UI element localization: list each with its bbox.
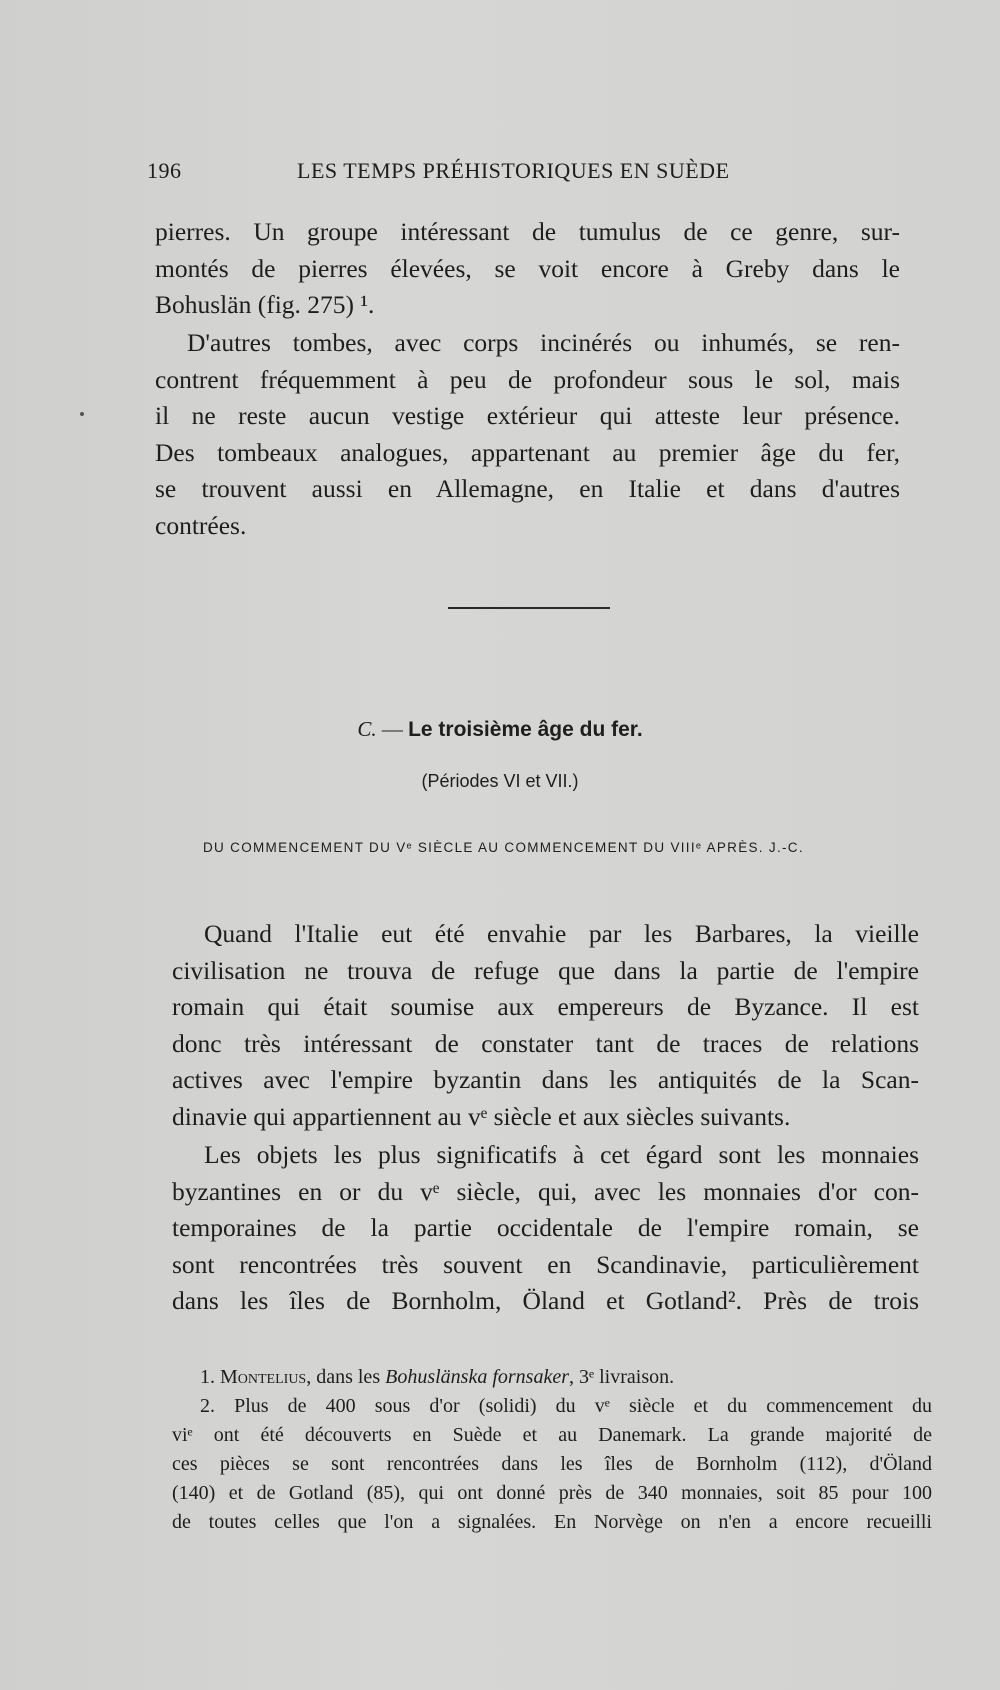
section-label: C. [357,717,377,741]
text-line: D'autres tombes, avec corps incinérés ou inhumés, se ren- [187,328,900,357]
section-heading [0,717,1000,742]
section-dates: DU COMMENCEMENT DU Vᵉ SIÈCLE AU COMMENCEMENT DU VIIIᵉ APRÈS. J.-C. [203,840,804,855]
text-line: contrent fréquemment à peu de profondeur sous le sol, mais [155,364,900,394]
section-title: Le troisième âge du fer. [408,718,643,741]
text-line: byzantines en or du vᵉ siècle, qui, avec les monnaies d'or con- [172,1176,919,1206]
text-line: Les objets les plus significatifs à cet égard sont les monnaies [204,1140,919,1169]
text-line: Bohuslän (fig. 275) ¹. [155,290,375,319]
text-line: pierres. Un groupe intéressant de tumulus de ce genre, sur- [155,217,900,246]
footnote-2-line: 2. Plus de 400 sous d'or (solidi) du vᵉ siècle et du commencement du [200,1395,932,1417]
paragraph-4 [172,1137,919,1320]
text-line: Quand l'Italie eut été envahie par les Barbares, la vieille [204,919,919,948]
footnote-2-line: (140) et de Gotland (85), qui ont donné près de 340 monnaies, soit 85 pour 100 [172,1482,932,1504]
text-line: se trouvent aussi en Allemagne, en Italie et dans d'autres [155,474,900,503]
ink-speck [80,412,84,416]
text-line: contrées. [155,510,247,540]
text-line: dans les îles de Bornholm, Öland et Gotland². Près de trois [172,1286,919,1315]
footnote-2-line: de toutes celles que l'on a signalées. En Norvège on n'en a encore recueilli [172,1511,932,1533]
footnote-1-author: Montelius [220,1366,307,1388]
footnotes [172,1363,932,1537]
text-line: civilisation ne trouva de refuge que dans la partie de l'empire [172,955,919,985]
text-line: il ne reste aucun vestige extérieur qui atteste leur présence. [155,401,900,430]
paragraph-1 [155,214,900,324]
section-divider [448,607,610,609]
footnote-1 [172,1363,932,1392]
paragraph-3 [172,916,919,1135]
section-dash: — [381,717,403,741]
paragraph-2 [155,325,900,544]
text-line: actives avec l'empire byzantin dans les antiquités de la Scan- [172,1065,919,1094]
footnote-1-end: , 3ᵉ livraison. [569,1366,675,1388]
footnote-1-number: 1. [200,1366,215,1388]
text-line: montés de pierres élevées, se voit encore à Greby dans le [155,253,900,283]
footnote-2-line: ces pièces se sont rencontrées dans les îles de Bornholm (112), d'Öland [172,1453,932,1475]
text-line: temporaines de la partie occidentale de l'empire romain, se [172,1213,919,1242]
footnote-2-line: viᵉ ont été découverts en Suède et au Danemark. La grande majorité de [172,1424,932,1446]
text-line: romain qui était soumise aux empereurs de Byzance. Il est [172,992,919,1021]
page-number: 196 [147,158,182,183]
text-line: Des tombeaux analogues, appartenant au premier âge du fer, [155,437,900,467]
footnote-1-work: Bohuslänska fornsaker [385,1366,569,1388]
running-title: LES TEMPS PRÉHISTORIQUES EN SUÈDE [297,158,730,183]
footnote-1-text: , dans les [306,1366,386,1388]
text-line: sont rencontrées très souvent en Scandinavie, particulièrement [172,1249,919,1279]
text-line: dinavie qui appartiennent au vᵉ siècle et aux siècles suivants. [172,1101,791,1131]
section-periods: (Périodes VI et VII.) [421,771,579,791]
text-line: donc très intéressant de constater tant de traces de relations [172,1028,919,1058]
